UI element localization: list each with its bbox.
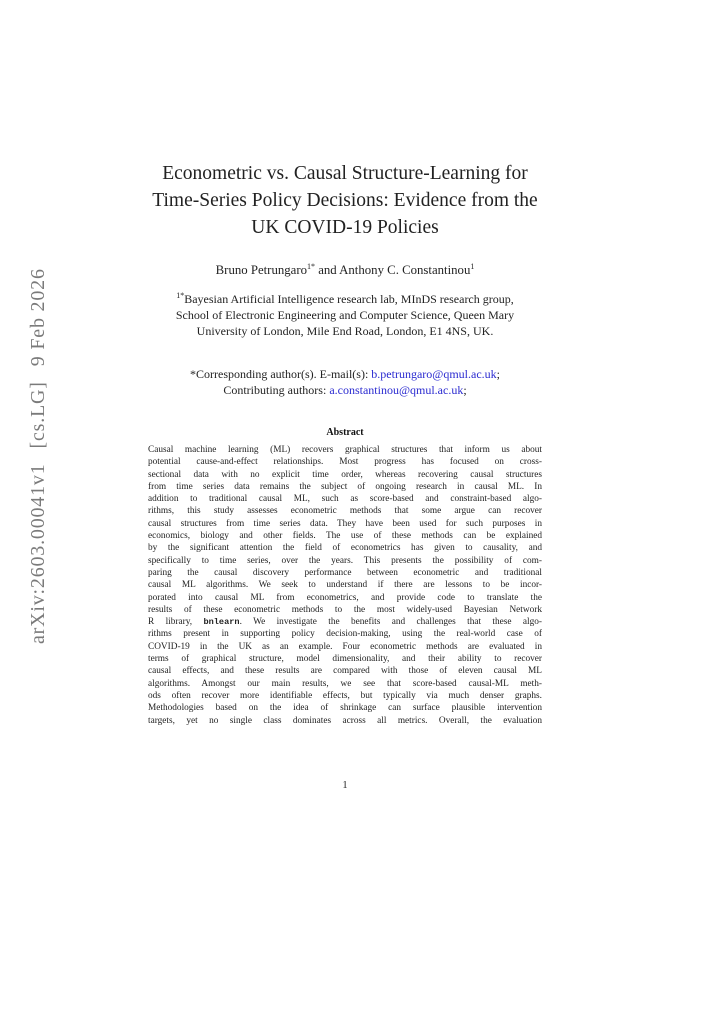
library-code: bnlearn bbox=[203, 617, 240, 628]
abstract-line: causal structures from time series data. They have been used for such purposes in bbox=[148, 518, 542, 529]
abstract-body bbox=[148, 444, 542, 727]
affiliation-line-1 bbox=[128, 288, 562, 307]
abstract-line-library bbox=[148, 616, 542, 628]
abstract-line: sectional data with no explicit time order, whereas recovering causal structures bbox=[148, 469, 542, 480]
library-prefix: R library, bbox=[148, 617, 193, 628]
library-suffix: . We investigate the benefits and challenges that these algo- bbox=[239, 617, 543, 628]
affiliation-mark: 1* bbox=[176, 291, 185, 300]
corresponding-suffix: ; bbox=[496, 367, 500, 381]
abstract-line: terms of graphical structure, model dimensionality, and their ability to recover bbox=[148, 654, 542, 665]
contributing-author-line bbox=[128, 382, 562, 398]
abstract-line: rithms present in supporting policy decision-making, using the real-world case of bbox=[148, 629, 542, 640]
abstract-line: addition to traditional causal ML, such as score-based and constraint-based algo- bbox=[148, 494, 542, 505]
arxiv-category: [cs.LG] bbox=[27, 381, 49, 449]
abstract-line: causal effects, and these results are compared with those of eleven causal ML bbox=[148, 666, 542, 677]
title-line-1: Econometric vs. Causal Structure-Learning for bbox=[162, 163, 528, 184]
author-name-2: Anthony C. Constantinou bbox=[339, 263, 471, 277]
author-2-affiliation-mark: 1 bbox=[470, 262, 475, 271]
page-number: 1 bbox=[342, 780, 348, 791]
abstract-line: results of these econometric methods to the most widely-used Bayesian Network bbox=[148, 604, 542, 615]
abstract-line: Causal machine learning (ML) recovers graphical structures that inform us about bbox=[148, 445, 542, 455]
abstract-line: specifically to time series, over the years. This presents the possibility of com- bbox=[148, 555, 542, 566]
abstract-line: from time series data remains the subject of ongoing research in causal ML. In bbox=[148, 481, 542, 492]
author-name-1: Bruno Petrungaro bbox=[215, 263, 307, 277]
abstract-line: economics, biology and other fields. The use of these methods can be explained bbox=[148, 531, 542, 542]
title-line-2: Time-Series Policy Decisions: Evidence from the bbox=[152, 190, 538, 211]
abstract-line: COVID-19 in the UK as an example. Four econometric methods are evaluated in bbox=[148, 641, 542, 652]
abstract-line: targets, yet no single class dominates across all metrics. Overall, the evaluation bbox=[148, 715, 542, 726]
author-conjunction: and bbox=[318, 263, 337, 277]
affiliation-line-2: School of Electronic Engineering and Computer Science, Queen Mary bbox=[175, 308, 515, 322]
abstract-line: causal ML algorithms. We seek to understand if there are lessons to be incor- bbox=[148, 580, 542, 591]
abstract-line: algorithms. Amongst our main results, we see that score-based causal-ML meth- bbox=[148, 678, 542, 689]
author-list bbox=[128, 262, 562, 278]
abstract-line: rithms, this study assesses econometric methods that some argue can recover bbox=[148, 506, 542, 517]
contributing-prefix: Contributing authors: bbox=[223, 383, 327, 397]
contributing-suffix: ; bbox=[463, 383, 467, 397]
abstract-line: potential cause-and-effect relationships. Most progress has focused on cross- bbox=[148, 457, 542, 468]
arxiv-identifier-stamp bbox=[27, 268, 49, 644]
abstract-heading: Abstract bbox=[326, 427, 364, 438]
affiliation-block bbox=[128, 288, 562, 339]
corresponding-prefix: *Corresponding author(s). E-mail(s): bbox=[190, 367, 369, 381]
paper-title bbox=[128, 160, 562, 241]
affiliation-line-3: University of London, Mile End Road, London, E1 4NS, UK. bbox=[196, 324, 494, 338]
corresponding-email-link[interactable]: b.petrungaro@qmul.ac.uk bbox=[371, 367, 497, 381]
corresponding-author-line bbox=[128, 366, 562, 382]
abstract-line: by the significant attention the field of econometrics has given to causality, and bbox=[148, 543, 542, 554]
arxiv-date: 9 Feb 2026 bbox=[27, 268, 49, 367]
abstract-line: Methodologies based on the idea of shrinkage can surface plausible intervention bbox=[148, 703, 542, 714]
abstract-line: paring the causal discovery performance between econometric and traditional bbox=[148, 567, 542, 578]
contributing-email-link[interactable]: a.constantinou@qmul.ac.uk bbox=[329, 383, 464, 397]
arxiv-id: arXiv:2603.00041v1 bbox=[27, 463, 49, 644]
abstract-line: ods often recover more identifiable effects, but typically via much denser graphs. bbox=[148, 690, 542, 701]
author-1-affiliation-mark: 1* bbox=[306, 262, 315, 271]
title-line-3: UK COVID-19 Policies bbox=[251, 217, 439, 238]
abstract-line: porated into causal ML from econometrics, and provide code to translate the bbox=[148, 592, 542, 603]
contact-block bbox=[128, 366, 562, 398]
affiliation-text-1: Bayesian Artificial Intelligence research lab, MInDS research group, bbox=[184, 292, 514, 306]
